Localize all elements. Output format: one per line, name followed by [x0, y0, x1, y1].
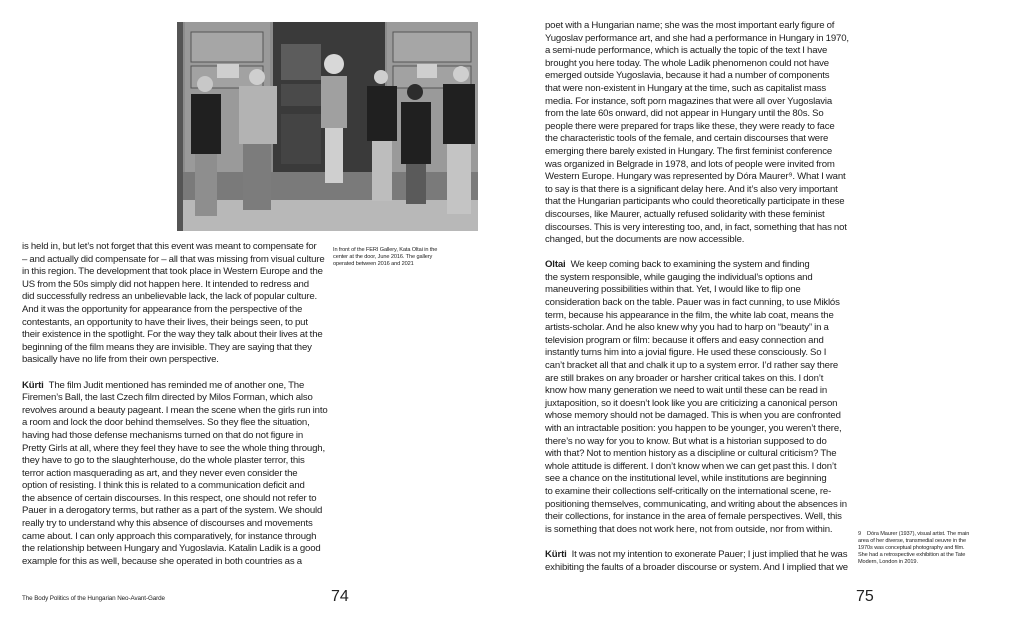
footnote-9: 9 Dóra Maurer (1937), visual artist. The main area of her diverse, transmedial oeuvre in the 1970s was conceptual photography and film. She had a retrospective exhibition at the Tate Modern, London in 2019. — [858, 531, 970, 565]
paragraph-oltai: Oltai We keep coming back to examining the system and finding the system responsible, while gauging the individual’s options and maneuvering possibilities within that. Yet, I would like to flip one consideration back on the table. Pauer was in fact cunning, to use Miklós term, because his appearance in the film, the white lab coat, means the artists-scholar. And he also knew why you had to harp on “beauty” in a television program or film: because it offers and easy connection and instantly turns him into a jovial figure. He used these consciously. So I can’t bracket all that and chalk it up to a system error. I’d rather say there are still brakes on any broader or harsher critical takes on this. I don’t know how many generation we need to wait until these can be read in juxtaposition, so it doesn’t look like you are criticizing a canonical person whose memory should not be damaged. This is when you are confronted with an intractable position: you happen to be younger, you weren’t there, there’s no way for you to know. But what is a historian supposed to do with that? Not to mention history as a discipline or cultural criticism? The whole attitude is different. I don’t know when we can get past this. I don’t see a chance on the institutional level, while institutions are beginning to examine their collections self-critically on the international scene, re- positioning themselves, communicating, and writing about the absences in their collections, for instance in the area of female perspectives. Well, this is something that does not work here, not from outside, nor from within. — [545, 259, 847, 535]
paragraph-kurti: Kürti The film Judit mentioned has reminded me of another one, The Firemen’s Ball, the last Czech film directed by Milos Forman, which also revolves around a beauty pageant. I mean the scene when the girls run into a room and lock the door behind themselves. So they flee the situation, having had those defense mechanisms turned on that do not figure in Pretty Girls at all, where they feel they have to see the whole thing through, they have to go to the slaughterhouse, do the whole plaster terror, this terror action masquerading as art, and they never even consider the option of resisting. I think this is related to a communication deficit and the absence of certain discourses. In this respect, one should not refer to Pauer in a derogatory terms, but rather as a part of the system. We should really try to understand why this absence of discourses and movements came about. I can only approach this comparatively, for instance through the relationship between Hungary and Yugoslavia. Katalin Ladik is a good example for this as well, because she operated in both countries as a — [22, 379, 328, 567]
photo-caption: In front of the FERI Gallery, Kata Oltai in the center at the door, June 2016. The gallery operated between 2016 and 2021 — [333, 247, 438, 267]
footnote-number: 9 — [858, 531, 862, 537]
right-page — [512, 0, 1024, 624]
speaker-name: Kürti — [545, 548, 567, 560]
photo-image — [177, 22, 478, 231]
speaker-name: Kürti — [22, 379, 44, 391]
paragraph-continuation: poet with a Hungarian name; she was the most important early figure of Yugoslav performance art, and she had a performance in Hungary in 1970, a semi-nude performance, which is actually the topic of the text I have brought you here today. The whole Ladik phenomenon could not have emerged outside Yugoslavia, because it had a number of components that were non-existent in Hungary at the time, such as capitalist mass media. For instance, soft porn magazines that were all over Yugoslavia from the late 60s onward, did not appear in Hungary until the 80s. So people there were prepared for traps like these, they were ready to face the characteristic tools of the female, and certain discourses that were emerging there barely existed in Hungary. The first feminist conference was organized in Belgrade in 1978, and lots of people were invited from Western Europe. Hungary was represented by Dóra Maurer⁹. What I want to say is that there is a significant delay here. And it’s also very important that the Hungarian participants who could theoretically participate in these discourses, like Maurer, actually refused solidarity with these feminist discourses. This is very interesting too, and, in fact, something that has not changed, but the documents are now accessible. — [545, 20, 849, 246]
paragraph-kurti: Kürti It was not my intention to exonerate Pauer; I just implied that he was exhibiting the faults of a broader discourse or system. And I implied that we — [545, 548, 848, 573]
paragraph-continuation: is held in, but let’s not forget that this event was meant to compensate for – and actually did compensate for – all that was missing from visual culture in this region. The development that took place in Western Europe and the US from the 50s simply did not happen here. It intended to redress and did successfully redress an unbelievable lack, the lack of popular culture. And it was the opportunity for appearance from the perspective of the contestants, an opportunity to have their lives, their beings seen, to put their existence in the spotlight. For the way they talk about their lives at the beginning of the film means they are invisible. They are saying that they basically have no life from their own perspective. — [22, 241, 325, 366]
gallery-group-photo — [177, 22, 478, 231]
page-number-left: 74 — [331, 588, 349, 605]
right-text-column — [545, 20, 850, 574]
page-number-right: 75 — [856, 588, 874, 605]
speaker-name: Oltai — [545, 259, 566, 271]
running-title: The Body Politics of the Hungarian Neo-Avant-Garde — [22, 595, 165, 602]
left-text-column — [22, 241, 328, 568]
